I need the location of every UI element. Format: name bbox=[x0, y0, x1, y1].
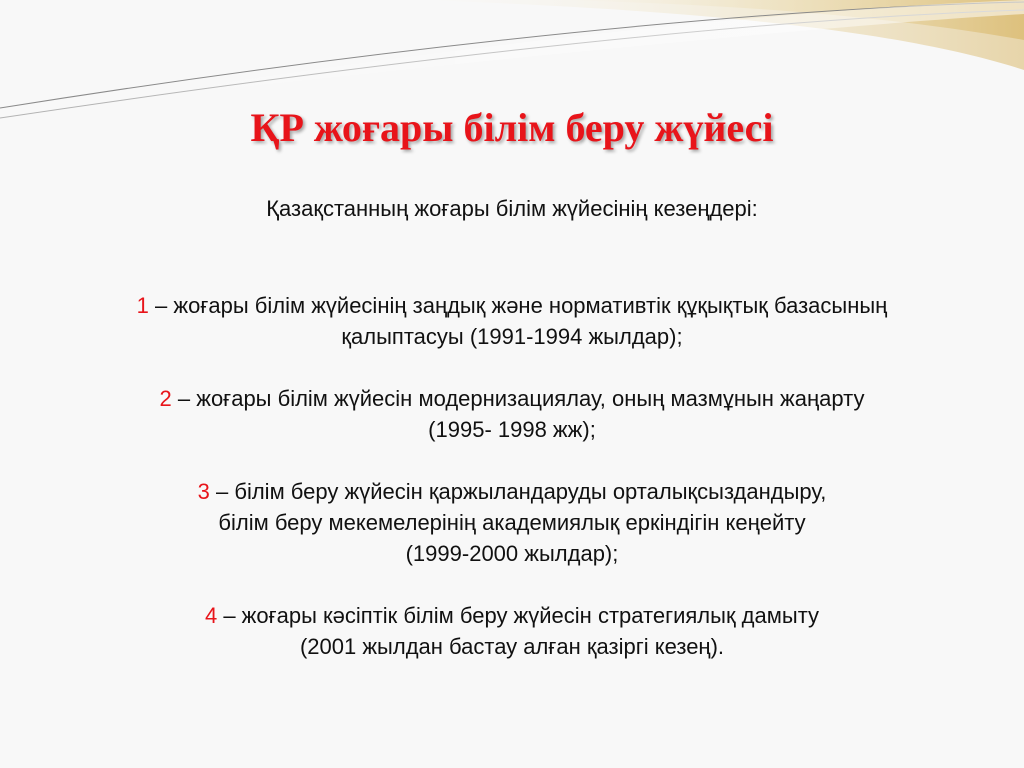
stage-number: 3 bbox=[197, 479, 210, 504]
slide-title: ҚР жоғары білім беру жүйесі bbox=[250, 105, 774, 150]
stage-text-line: білім беру мекемелерінің академиялық еркіндігін кеңейту bbox=[218, 510, 806, 535]
stage-text-line: – жоғары кәсіптік білім беру жүйесін стратегиялық дамыту bbox=[217, 603, 820, 628]
stage-number: 2 bbox=[159, 386, 172, 411]
slide-subtitle: Қазақстанның жоғары білім жүйесінің кезеңдері: bbox=[266, 196, 758, 221]
stage-text-line: – жоғары білім жүйесінің заңдық және нормативтік құқықтық базасының bbox=[148, 293, 888, 318]
stage-item-2 bbox=[40, 383, 984, 445]
stages-list bbox=[40, 290, 984, 693]
stage-number: 1 bbox=[136, 293, 149, 318]
stage-item-3 bbox=[40, 476, 984, 569]
stage-item-1 bbox=[40, 290, 984, 352]
stage-text-line: (2001 жылдан бастау алған қазіргі кезең). bbox=[299, 634, 725, 659]
stage-text-line: – білім беру жүйесін қаржыландаруды орталықсыздандыру, bbox=[209, 479, 827, 504]
stage-item-4 bbox=[40, 600, 984, 662]
stage-text-line: – жоғары білім жүйесін модернизациялау, оның мазмұнын жаңарту bbox=[171, 386, 865, 411]
stage-text-line: (1999-2000 жылдар); bbox=[405, 541, 619, 566]
stage-number: 4 bbox=[204, 603, 218, 628]
stage-text-line: (1995- 1998 жж); bbox=[428, 417, 596, 442]
stage-text-line: қалыптасуы (1991-1994 жылдар); bbox=[341, 324, 683, 349]
